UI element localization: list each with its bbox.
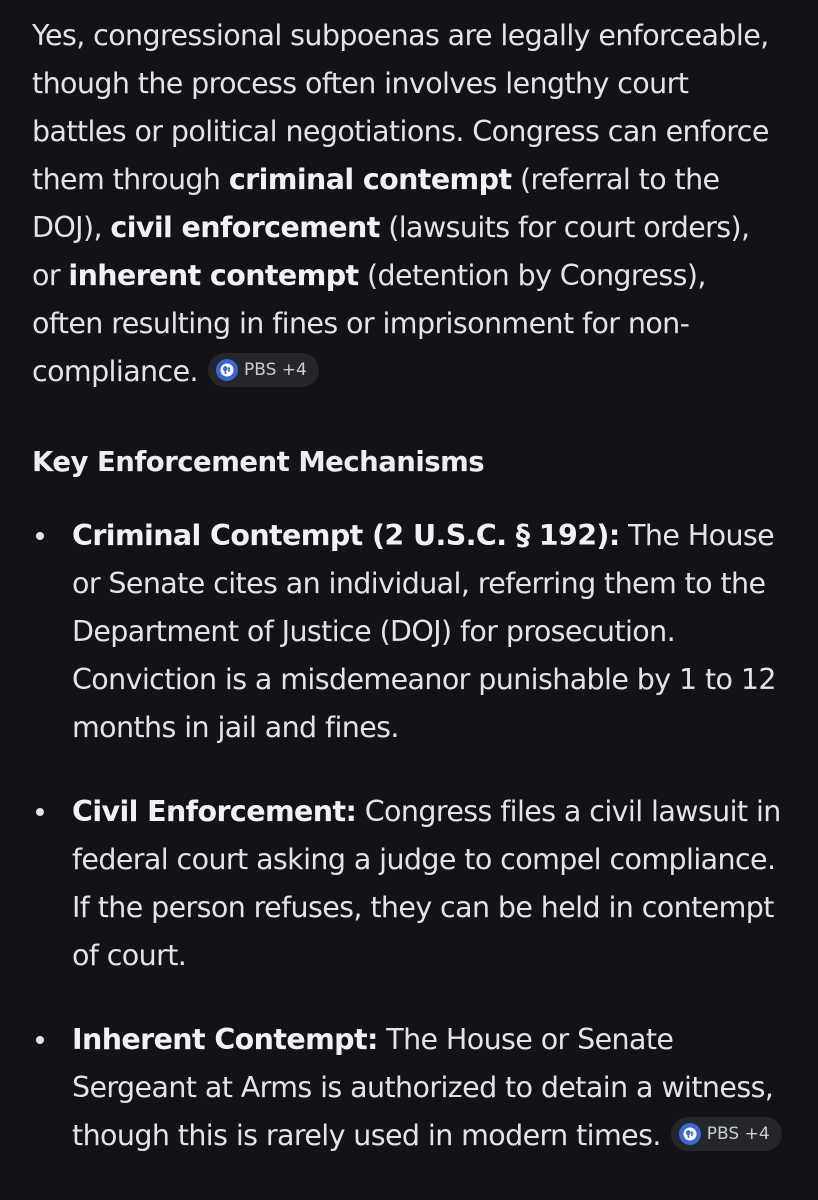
section-heading: Key Enforcement Mechanisms (32, 446, 485, 478)
intro-text-3: (lawsuits for court orders), or (32, 211, 750, 292)
source-chip[interactable] (208, 353, 319, 387)
pbs-logo-icon (216, 359, 238, 381)
pbs-logo-icon (679, 1123, 701, 1145)
list-item (32, 788, 784, 980)
list-item (32, 1016, 784, 1160)
bullet-icon (36, 532, 44, 540)
list-item-title: Civil Enforcement: (72, 795, 357, 828)
list-item-text: Congress files a civil lawsuit in federal court asking a judge to compel compliance. If the person refuses, they can be held in contempt of court. (72, 795, 781, 972)
list-item (32, 512, 784, 752)
source-chip[interactable] (671, 1117, 782, 1151)
mechanisms-list (32, 512, 784, 1160)
term-inherent-contempt: inherent contempt (68, 259, 359, 292)
bullet-icon (36, 1036, 44, 1044)
intro-text-2: (referral to the DOJ), (32, 163, 720, 244)
intro-paragraph (32, 12, 784, 396)
term-civil-enforcement: civil enforcement (110, 211, 380, 244)
intro-text-1: Yes, congressional subpoenas are legally enforceable, though the process often involves lengthy court battles or political negotiations. Congress can enforce them through (32, 19, 769, 196)
list-item-text: The House or Senate Sergeant at Arms is authorized to detain a witness, though this is rarely used in modern times. (72, 1023, 774, 1152)
term-criminal-contempt: criminal contempt (228, 163, 512, 196)
bullet-icon (36, 808, 44, 816)
list-item-title: Criminal Contempt (2 U.S.C. § 192): (72, 519, 620, 552)
intro-text-4: (detention by Congress), often resulting in fines or imprisonment for non-compliance. (32, 259, 706, 388)
source-chip-label: PBS +4 (244, 360, 307, 380)
list-item-title: Inherent Contempt: (72, 1023, 378, 1056)
list-item-text: The House or Senate cites an individual, referring them to the Department of Justice (DOJ) for prosecution. Conviction is a misdemeanor punishable by 1 to 12 months in jail and fines. (72, 519, 776, 744)
source-chip-label: PBS +4 (706, 1124, 770, 1144)
